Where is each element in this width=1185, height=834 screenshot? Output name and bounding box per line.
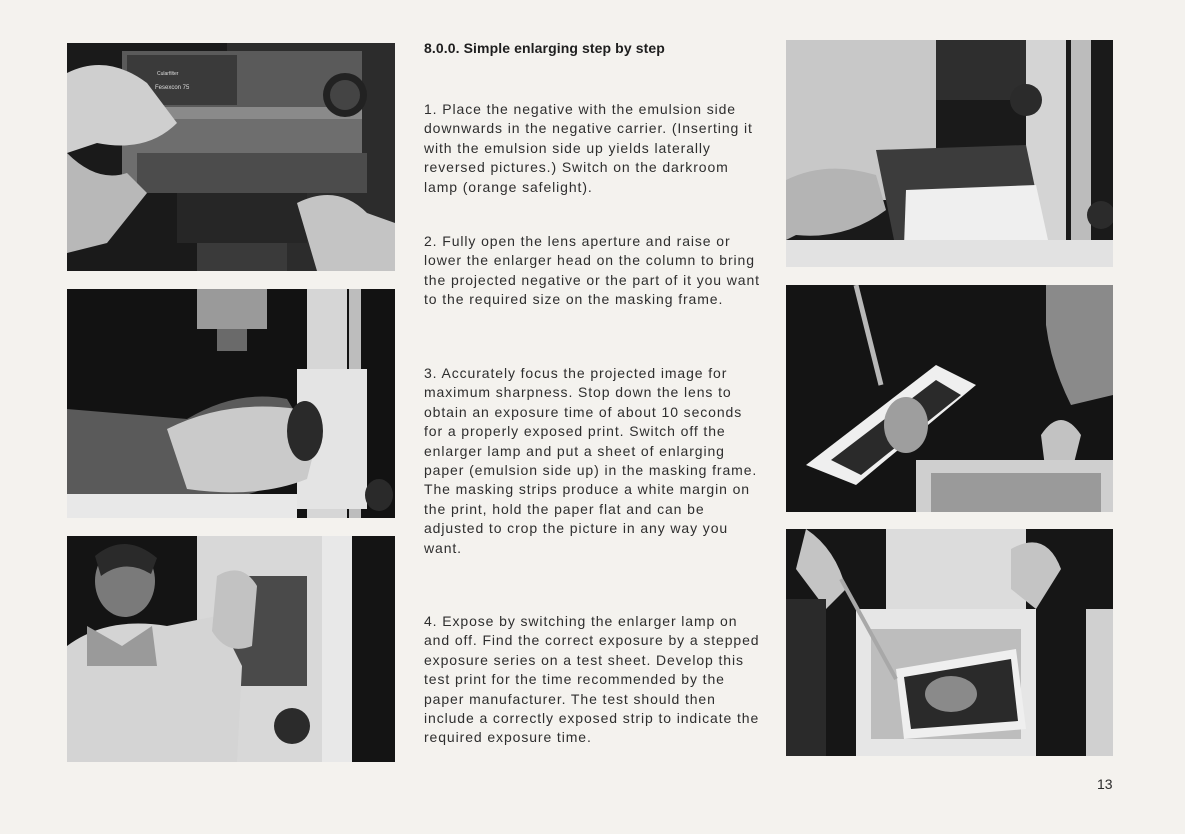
enlarger-brand-text: Cularfilter	[157, 71, 179, 77]
photo-masking-frame	[786, 40, 1113, 267]
photo-man-adjusting-enlarger	[67, 536, 395, 762]
step-1-text: 1. Place the negative with the emulsion side downwards in the negative carrier. (Inserting it with the emulsion side up yields laterally reversed pictures.) Switch on the darkroom lamp (orange safelight).	[424, 101, 753, 195]
enlarger-model-text: Fesexcon 75	[155, 85, 190, 91]
photo-negative-carrier	[67, 43, 395, 271]
photo-developing-print	[786, 285, 1113, 512]
page-number: 13	[1097, 776, 1113, 792]
photo-focus-knob	[67, 289, 395, 518]
photo-print-in-tray	[786, 529, 1113, 756]
step-2-text: 2. Fully open the lens aperture and raise or lower the enlarger head on the column to bring the projected negative or the part of it you want to the required size on the masking frame.	[424, 233, 760, 308]
step-4-text: 4. Expose by switching the enlarger lamp on and off. Find the correct exposure by a stepped exposure series on a test sheet. Develop this test print for the time recommended by the paper manufacturer. The test should then include a correctly exposed strip to indicate the required exposure time.	[424, 613, 760, 746]
step-3-text: 3. Accurately focus the projected image for maximum sharpness. Stop down the lens to obtain an exposure time of about 10 seconds for a properly exposed print. Switch off the enlarger lamp and put a sheet of enlarging paper (emulsion side up) in the masking frame. The masking strips produce a white margin on the print, hold the paper flat and can be adjusted to crop the picture in any way you want.	[424, 365, 758, 556]
section-heading: 8.0.0. Simple enlarging step by step	[424, 40, 665, 56]
